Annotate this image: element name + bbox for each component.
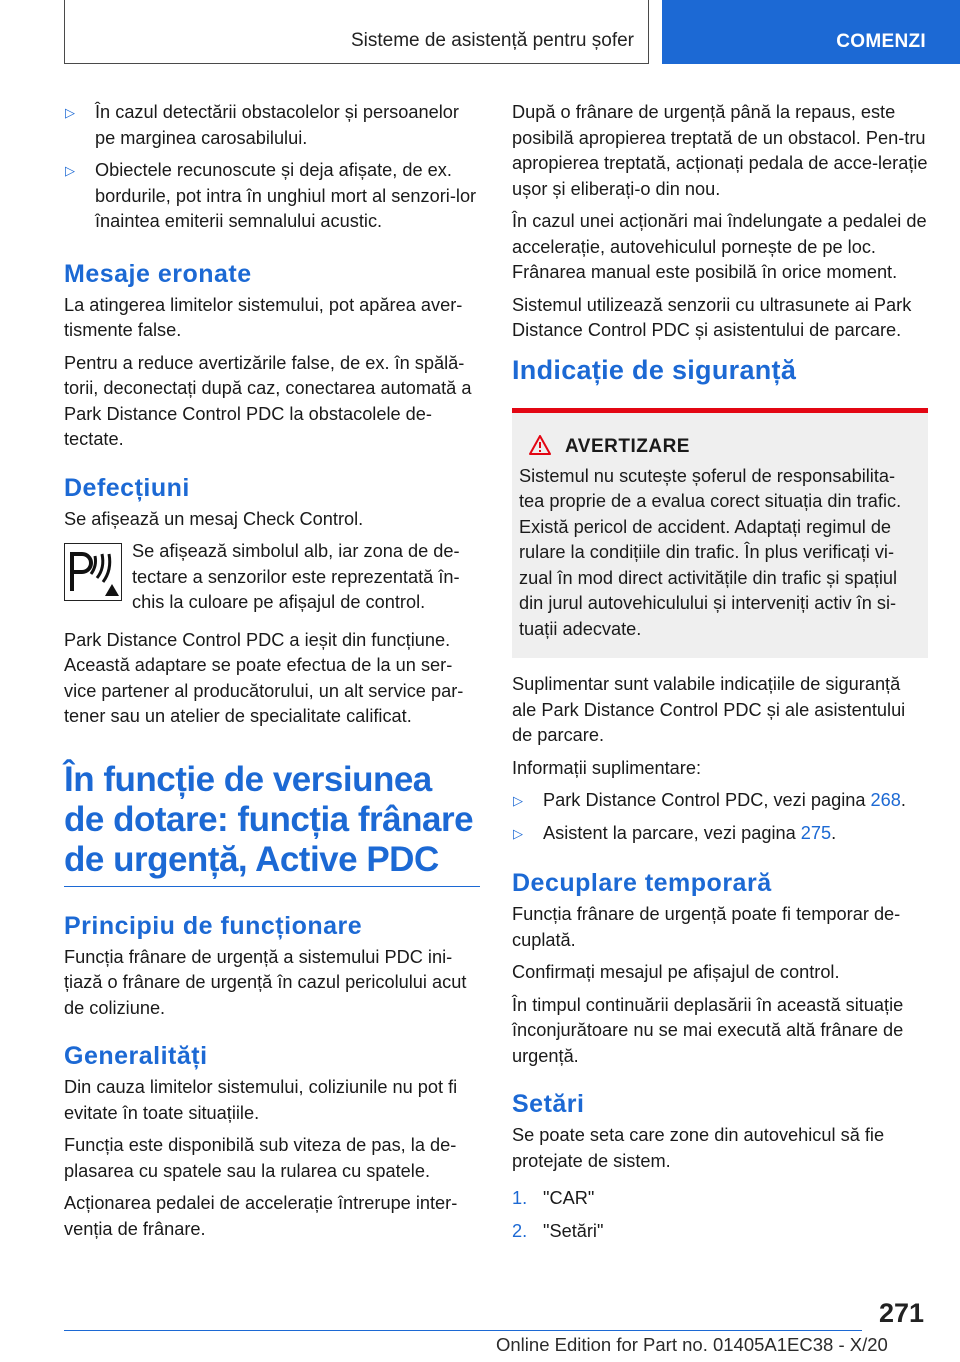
left-column bbox=[64, 100, 480, 1249]
heading-indicatie-siguranta: Indicație de siguranță bbox=[512, 354, 797, 385]
list-item-suffix: . bbox=[831, 822, 837, 843]
paragraph: Confirmați mesajul pe afișajul de control. bbox=[512, 962, 840, 982]
paragraph: Park Distance Control PDC a ieșit din funcțiune. Această adaptare se poate efectua de la un ser-vice partener al producătorului, un alt service par-tener sau un atelier de specialitate calificat. bbox=[64, 629, 464, 726]
heading-mesaje-eronate: Mesaje eronate bbox=[64, 259, 252, 288]
header-section-box bbox=[64, 0, 649, 64]
page-number: 271 bbox=[878, 1298, 924, 1328]
main-heading: În funcție de versiunea de dotare: funcția frânare de urgență, Active PDC bbox=[64, 760, 480, 887]
paragraph: Funcția frânare de urgență a sistemului PDC ini-țiază o frânare de urgență în cazul pericolului acut de coliziune. bbox=[64, 946, 467, 1018]
list-item bbox=[64, 100, 480, 151]
paragraph: Funcția este disponibilă sub viteza de pas, la de-plasarea cu spatele sau la rularea cu spatele. bbox=[64, 1135, 457, 1181]
list-item-text: Obiectele recunoscute și deja afișate, de ex. bordurile, pot intra în unghiul mort al senzori-lor înaintea emiterii semnalului acustic. bbox=[95, 160, 477, 231]
pdc-sensor-fault-icon bbox=[64, 543, 122, 601]
right-column bbox=[512, 100, 928, 1251]
list-item-suffix: . bbox=[900, 790, 906, 810]
paragraph: Se afișează un mesaj Check Control. bbox=[64, 508, 364, 529]
pdc-symbol-description: Se afișează simbolul alb, iar zona de de-tectare a senzorilor este reprezentată în-chis la culoare pe afișajul de control. bbox=[132, 541, 460, 612]
triangle-right-icon: ▷ bbox=[65, 105, 75, 120]
paragraph: Funcția frânare de urgență poate fi temporar de-cuplată. bbox=[512, 904, 901, 950]
header-tab[interactable] bbox=[662, 0, 960, 64]
heading-generalitati: Generalități bbox=[64, 1042, 208, 1070]
warning-triangle-icon bbox=[529, 435, 551, 460]
paragraph: În cazul unei acționări mai îndelungate a pedalei de accelerație, autovehiculul pornește de pe loc. Frânarea manual este posibilă în orice moment. bbox=[512, 211, 927, 282]
step-text: "CAR" bbox=[543, 1188, 595, 1208]
heading-decuplare: Decuplare temporară bbox=[512, 869, 772, 897]
step-number: 1. bbox=[512, 1188, 528, 1208]
numbered-step bbox=[512, 1219, 928, 1245]
step-number: 2. bbox=[512, 1220, 528, 1241]
paragraph: Suplimentar sunt valabile indicațiile de siguranță ale Park Distance Control PDC și ale asistentului de parcare. bbox=[512, 674, 906, 745]
list-item bbox=[64, 158, 480, 235]
heading-setari: Setări bbox=[512, 1090, 585, 1118]
triangle-right-icon: ▷ bbox=[513, 793, 523, 808]
warning-text: Sistemul nu scutește șoferul de responsabilita-tea proprie de a evalua corect situația din trafic. Există pericol de accident. Adaptați regimul de rulare la condițiile din trafic. În plus verificați vi-zual în mod direct activitățile din trafic și spațiul din jurul autovehiculului și interveniți activ în si-tuații adecvate. bbox=[519, 465, 902, 639]
warning-label: AVERTIZARE bbox=[565, 436, 690, 457]
list-item bbox=[512, 821, 928, 847]
paragraph: Se poate seta care zone din autovehicul să fie protejate de sistem. bbox=[512, 1125, 885, 1171]
list-item bbox=[512, 788, 928, 814]
paragraph: Sistemul utilizează senzorii cu ultrasunete ai Park Distance Control PDC și asistentului de parcare. bbox=[512, 294, 912, 340]
triangle-right-icon: ▷ bbox=[513, 825, 523, 841]
list-item-text: Park Distance Control PDC, vezi pagina bbox=[543, 790, 871, 810]
list-item-text: Asistent la parcare, vezi pagina bbox=[543, 822, 801, 843]
warning-box bbox=[512, 408, 928, 659]
paragraph: Acționarea pedalei de accelerație întrerupe inter-venția de frânare. bbox=[64, 1193, 458, 1239]
footer-divider bbox=[64, 1330, 862, 1331]
heading-defectiuni: Defecțiuni bbox=[64, 473, 190, 502]
warning-title bbox=[529, 435, 920, 460]
header-section-title: Sisteme de asistență pentru șofer bbox=[350, 30, 634, 51]
paragraph: După o frânare de urgență până la repaus, este posibilă apropierea treptată de un obstacol. Pen-tru apropierea treptată, acționați pedala de acce-lerație ușor și eliberați-o din nou. bbox=[512, 102, 928, 199]
paragraph: La atingerea limitelor sistemului, pot apărea aver-tismente false. bbox=[64, 294, 463, 340]
triangle-right-icon: ▷ bbox=[65, 163, 75, 178]
paragraph: Pentru a reduce avertizările false, de ex. în spălă-torii, deconectați după caz, conectarea automată a Park Distance Control PDC la obstacolele de-tectate. bbox=[64, 352, 472, 449]
paragraph: În timpul continuării deplasării în această situație înconjurătoare nu se mai execută altă frânare de urgență. bbox=[512, 994, 904, 1066]
step-text: "Setări" bbox=[543, 1220, 604, 1241]
page-link-275[interactable]: 275 bbox=[800, 822, 832, 843]
header-tab-label: COMENZI bbox=[836, 31, 926, 52]
list-item-text: În cazul detectării obstacolelor și persoanelor pe marginea carosabilului. bbox=[95, 102, 459, 148]
pdc-symbol-row bbox=[64, 539, 480, 616]
numbered-step bbox=[512, 1186, 928, 1212]
paragraph: Informații suplimentare: bbox=[512, 757, 702, 778]
paragraph: Din cauza limitelor sistemului, coliziunile nu pot fi evitate în toate situațiile. bbox=[64, 1077, 458, 1123]
page-link-268[interactable]: 268 bbox=[870, 790, 901, 810]
heading-principiu: Principiu de funcționare bbox=[64, 911, 363, 940]
footer-edition: Online Edition for Part no. 01405A1EC38 - X/20 bbox=[496, 1334, 888, 1355]
